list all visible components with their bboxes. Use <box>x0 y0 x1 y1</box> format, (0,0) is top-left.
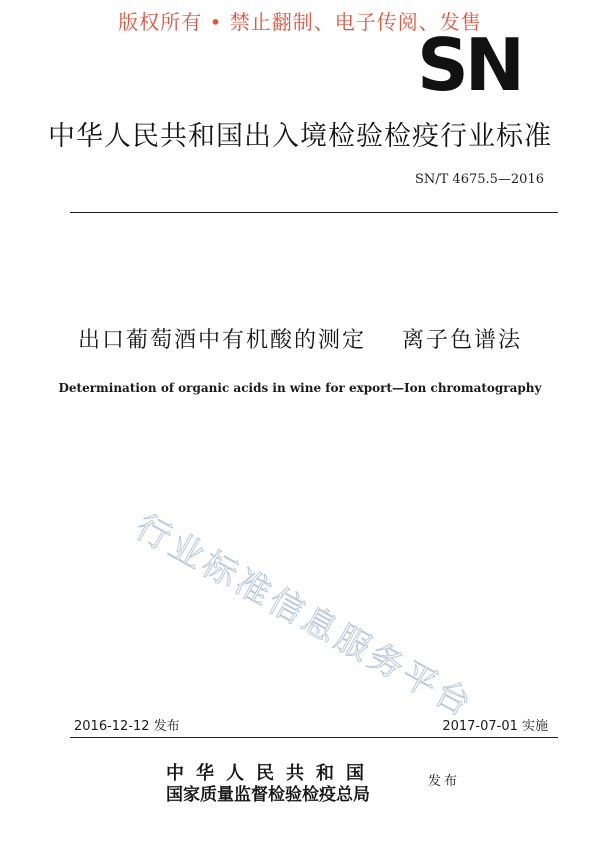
issue-date: 2016-12-12 发布 <box>74 719 180 734</box>
org-standard-title: 中华人民共和国出入境检验检疫行业标准 <box>48 121 552 152</box>
watermark: 行业标准信息服务平台 <box>128 506 481 727</box>
document-title: 出口葡萄酒中有机酸的测定 离子色谱法 <box>78 328 522 353</box>
implementation-date: 2017-07-01 实施 <box>442 719 548 734</box>
standard-code: SN/T 4675.5—2016 <box>414 172 544 187</box>
issuer-action: 发布 <box>428 774 461 789</box>
document-subtitle: Determination of organic acids in wine for export—Ion chromatography <box>58 381 542 395</box>
issuer-agency: 国家质量监督检验检疫总局 <box>166 785 370 805</box>
copyright-notice: 版权所有 • 禁止翻制、电子传阅、发售 <box>118 10 482 34</box>
top-divider <box>70 212 558 213</box>
sn-logo-icon <box>408 32 530 98</box>
bottom-divider <box>70 737 558 738</box>
sn-logo-text: SN <box>416 32 522 98</box>
issuer-country: 中华人民共和国 <box>166 763 376 784</box>
